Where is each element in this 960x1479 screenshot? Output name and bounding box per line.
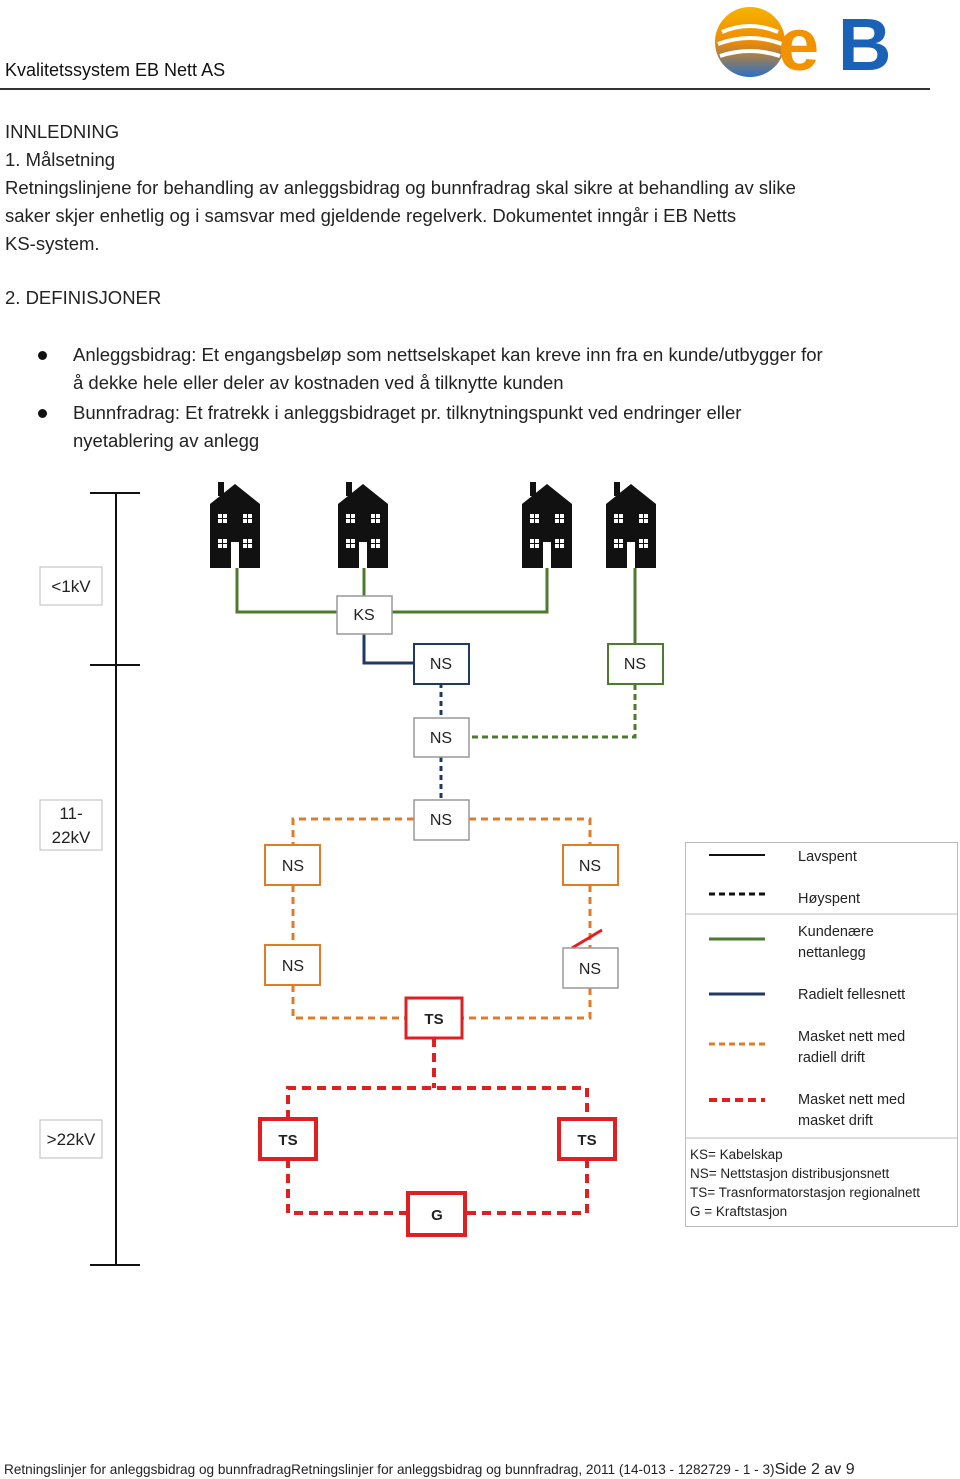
legend-label-masket-drift-1: Masket nett med	[798, 1092, 906, 1108]
section1-line1: Retningslinjene for behandling av anleggsbidrag og bunnfradrag skal sikre at behandling av slike	[5, 177, 796, 198]
eb-logo	[710, 2, 930, 82]
svg-text:NS: NS	[623, 656, 647, 673]
ns-node	[414, 718, 469, 757]
ns-node	[414, 800, 469, 840]
house-icon	[606, 482, 656, 568]
house-icon	[210, 482, 260, 568]
definition-anleggsbidrag-line1: Anleggsbidrag: Et engangsbeløp som nettselskapet kan kreve inn fra en kunde/utbygger for	[73, 344, 823, 365]
svg-text:<1kV: <1kV	[51, 577, 91, 596]
abbrev-ns: NS= Nettstasjon distribusjonsnett	[690, 1166, 890, 1181]
customer-lines	[237, 568, 635, 644]
section2-title: 2. DEFINISJONER	[5, 287, 162, 308]
svg-text:KS: KS	[353, 607, 375, 624]
abbrev-ts: TS= Trasnformatorstasjon regionalnett	[690, 1185, 920, 1200]
house-icon	[338, 482, 388, 568]
document-header-title: Kvalitetssystem EB Nett AS	[5, 60, 226, 80]
definition-anleggsbidrag-line2: å dekke hele eller deler av kostnaden ved å tilknytte kunden	[73, 372, 564, 393]
legend-label-lavspent: Lavspent	[798, 849, 857, 865]
footer-page-number: Side 2 av 9	[774, 1461, 855, 1478]
ts-node	[260, 1119, 316, 1159]
g-node	[408, 1193, 465, 1235]
section1-line3: KS-system.	[5, 233, 100, 254]
ns-node	[265, 845, 320, 885]
house-icon	[522, 482, 572, 568]
svg-text:NS: NS	[578, 961, 602, 978]
meshed-radial-lines	[293, 819, 590, 1018]
svg-text:22kV: 22kV	[51, 828, 91, 847]
svg-text:NS: NS	[429, 812, 453, 829]
section1-title: 1. Målsetning	[5, 149, 116, 170]
header-divider	[0, 88, 930, 90]
ns-node	[563, 948, 618, 988]
meshed-drift-lines	[288, 1038, 587, 1213]
legend-label-masket-radiell-2: radiell drift	[798, 1050, 865, 1066]
svg-text:NS: NS	[429, 730, 453, 747]
voltage-label-medium	[40, 800, 102, 850]
legend-label-kundenaere-2: nettanlegg	[798, 945, 866, 961]
abbrev-ks: KS= Kabelskap	[690, 1147, 783, 1162]
svg-text:11-: 11-	[59, 804, 83, 823]
svg-text:NS: NS	[429, 656, 453, 673]
ts-node	[406, 998, 462, 1038]
svg-text:e: e	[778, 3, 820, 82]
bullet-icon	[38, 351, 47, 360]
intro-heading: INNLEDNING	[5, 121, 120, 142]
section1-line2: saker skjer enhetlig og i samsvar med gjeldende regelverk. Dokumentet inngår i EB Netts	[5, 205, 737, 226]
ts-node	[559, 1119, 615, 1159]
legend-label-hoyspent: Høyspent	[798, 891, 861, 907]
open-switch-mark	[572, 930, 602, 948]
svg-text:>22kV: >22kV	[46, 1130, 96, 1149]
ns-node	[265, 945, 320, 985]
svg-text:TS: TS	[577, 1132, 597, 1149]
svg-text:TS: TS	[424, 1011, 444, 1028]
legend-label-kundenaere-1: Kundenære	[798, 924, 874, 940]
voltage-label-low	[40, 567, 102, 605]
ks-node	[337, 596, 392, 634]
dashed-green-line	[469, 684, 635, 737]
svg-text:TS: TS	[278, 1132, 298, 1149]
svg-text:G: G	[431, 1207, 443, 1224]
definition-bunnfradrag-line2: nyetablering av anlegg	[73, 430, 260, 451]
ns-node	[414, 644, 469, 684]
svg-text:NS: NS	[281, 858, 305, 875]
ns-node	[563, 845, 618, 885]
svg-text:B: B	[838, 3, 892, 82]
definition-bunnfradrag-line1: Bunnfradrag: Et fratrekk i anleggsbidraget pr. tilknytningspunkt ved endringer eller	[73, 402, 742, 423]
legend-label-radielt: Radielt fellesnett	[798, 987, 906, 1003]
bullet-icon	[38, 409, 47, 418]
svg-text:NS: NS	[578, 858, 602, 875]
voltage-label-high	[40, 1120, 102, 1158]
abbrev-g: G = Kraftstasjon	[690, 1204, 788, 1219]
footer-document-reference: Retningslinjer for anleggsbidrag og bunnfradragRetningslinjer for anleggsbidrag og bunnfradrag, 2011 (14-013 - 1282729 - 1 - 3)	[4, 1462, 775, 1477]
ns-node	[608, 644, 663, 684]
page-footer	[4, 1461, 855, 1479]
legend-label-masket-drift-2: masket drift	[798, 1113, 873, 1129]
legend-label-masket-radiell-1: Masket nett med	[798, 1029, 906, 1045]
svg-text:NS: NS	[281, 958, 305, 975]
